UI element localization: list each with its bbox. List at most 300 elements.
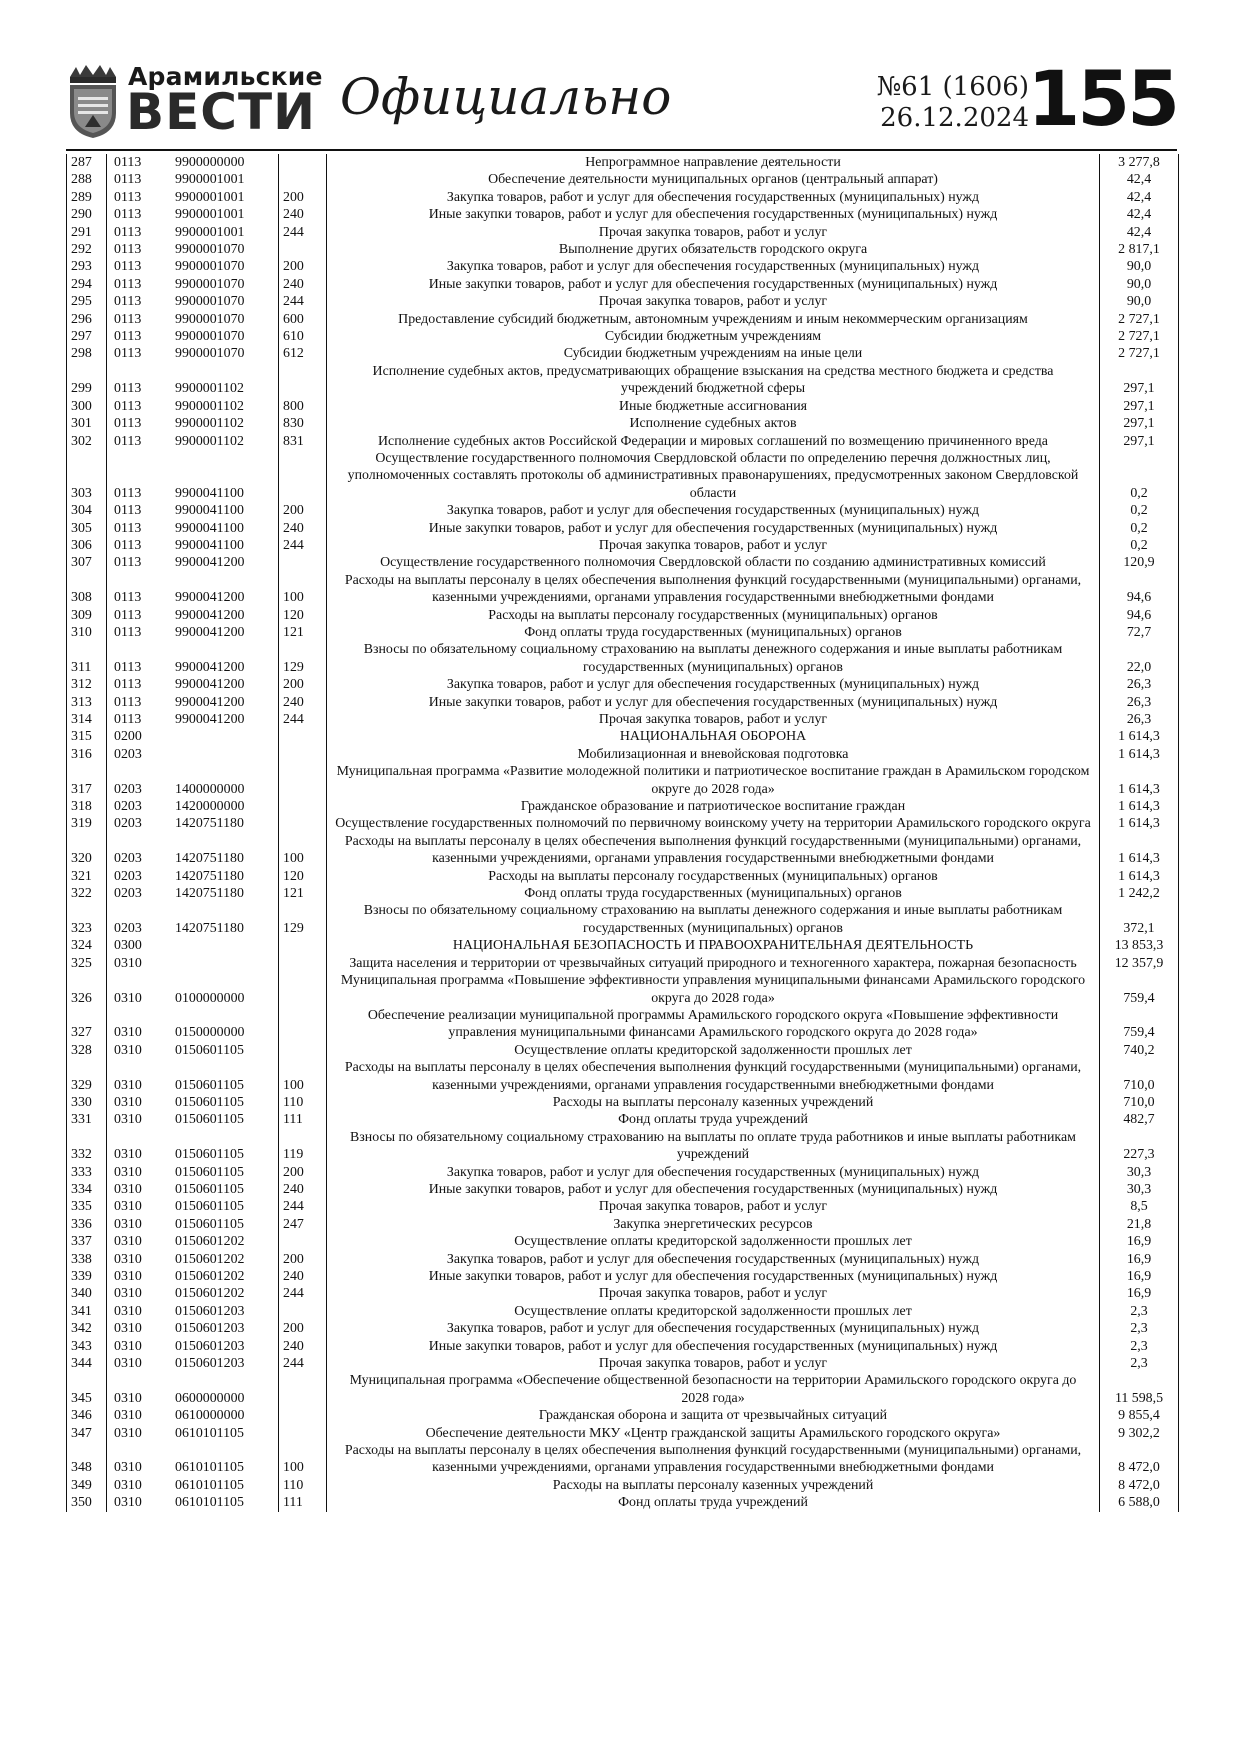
section-code: 0113: [107, 572, 170, 607]
table-row: [67, 1425, 1179, 1442]
expense-description: Прочая закупка товаров, работ и услуг: [327, 1355, 1100, 1372]
table-row: [67, 1494, 1179, 1511]
expense-type-code: [279, 815, 327, 832]
expense-description: Муниципальная программа «Повышение эффективности управления муниципальными финансами Арамильского городского округа до 2028 года»: [327, 972, 1100, 1007]
row-number: 344: [67, 1355, 107, 1372]
table-row: [67, 1007, 1179, 1042]
target-item-code: 0150601105: [175, 1147, 244, 1163]
amount: 297,1: [1100, 398, 1179, 415]
target-item-code: 9900041100: [175, 485, 244, 501]
section-code: 0310: [107, 1442, 170, 1477]
amount: 90,0: [1100, 258, 1179, 275]
row-number: 335: [67, 1198, 107, 1215]
table-row: [67, 171, 1179, 188]
table-row: [67, 1233, 1179, 1250]
row-number: 321: [67, 868, 107, 885]
expense-type-code: 111: [279, 1494, 327, 1511]
amount: 90,0: [1100, 293, 1179, 310]
target-item-code: 0150601105: [175, 1181, 244, 1197]
section-title: Официально: [340, 68, 672, 126]
section-code: 0310: [107, 1303, 170, 1320]
row-number: 302: [67, 433, 107, 450]
table-row: [67, 1285, 1179, 1302]
table-row: [67, 537, 1179, 554]
amount: 8 472,0: [1100, 1442, 1179, 1477]
amount: 0,2: [1100, 537, 1179, 554]
amount: 2 817,1: [1100, 241, 1179, 258]
table-row: [67, 572, 1179, 607]
expense-description: Выполнение других обязательств городского округа: [327, 241, 1100, 258]
expense-description: Прочая закупка товаров, работ и услуг: [327, 1285, 1100, 1302]
row-number: 299: [67, 363, 107, 398]
row-number: 338: [67, 1251, 107, 1268]
section-code: 0113: [107, 676, 170, 693]
row-number: 300: [67, 398, 107, 415]
expense-description: Взносы по обязательному социальному страхованию на выплаты по оплате труда работников и иные выплаты работникам учреждений: [327, 1129, 1100, 1164]
table-row: [67, 189, 1179, 206]
amount: 11 598,5: [1100, 1372, 1179, 1407]
target-item-code: 0150601203: [175, 1356, 245, 1372]
expense-description: Осуществление государственного полномочия Свердловской области по созданию административных комиссий: [327, 554, 1100, 571]
target-item-code: 0150601202: [175, 1234, 245, 1250]
expense-description: Обеспечение реализации муниципальной программы Арамильского городского округа «Повышение эффективности управления муниципальными финансами Арамильского городского округа до 2028 года»: [327, 1007, 1100, 1042]
table-row: [67, 1320, 1179, 1337]
amount: 30,3: [1100, 1164, 1179, 1181]
amount: 16,9: [1100, 1268, 1179, 1285]
table-row: [67, 1303, 1179, 1320]
amount: 9 855,4: [1100, 1407, 1179, 1424]
target-item-code: 1420751180: [175, 920, 244, 936]
section-code: 0310: [107, 1251, 170, 1268]
row-number: 320: [67, 833, 107, 868]
section-code: 0113: [107, 398, 170, 415]
row-number: 289: [67, 189, 107, 206]
section-code: 0113: [107, 694, 170, 711]
row-number: 294: [67, 276, 107, 293]
expense-description: Прочая закупка товаров, работ и услуг: [327, 1198, 1100, 1215]
expense-type-code: 244: [279, 1355, 327, 1372]
expense-type-code: 121: [279, 624, 327, 641]
amount: 1 614,3: [1100, 746, 1179, 763]
expense-description: Непрограммное направление деятельности: [327, 154, 1100, 171]
amount: 13 853,3: [1100, 937, 1179, 954]
amount: 8 472,0: [1100, 1477, 1179, 1494]
target-item-code: 1400000000: [175, 781, 245, 797]
expense-description: Закупка товаров, работ и услуг для обеспечения государственных (муниципальных) нужд: [327, 502, 1100, 519]
expense-type-code: 200: [279, 189, 327, 206]
section-code: 0113: [107, 415, 170, 432]
expense-description: Фонд оплаты труда государственных (муниципальных) органов: [327, 885, 1100, 902]
expense-description: Расходы на выплаты персоналу государственных (муниципальных) органов: [327, 868, 1100, 885]
amount: 759,4: [1100, 972, 1179, 1007]
amount: 42,4: [1100, 189, 1179, 206]
table-row: [67, 398, 1179, 415]
table-row: [67, 363, 1179, 398]
expense-description: Закупка товаров, работ и услуг для обеспечения государственных (муниципальных) нужд: [327, 676, 1100, 693]
row-number: 336: [67, 1216, 107, 1233]
row-number: 341: [67, 1303, 107, 1320]
target-item-code: 0150601105: [175, 1112, 244, 1128]
amount: 12 357,9: [1100, 955, 1179, 972]
table-row: [67, 1407, 1179, 1424]
table-row: [67, 258, 1179, 275]
target-item-code: 9900001070: [175, 294, 245, 310]
expense-type-code: [279, 1042, 327, 1059]
section-code: 0310: [107, 1425, 170, 1442]
table-row: [67, 311, 1179, 328]
section-code: 0310: [107, 1059, 170, 1094]
expense-type-code: [279, 1407, 327, 1424]
row-number: 339: [67, 1268, 107, 1285]
expense-type-code: 240: [279, 1268, 327, 1285]
target-item-code: 0150601105: [175, 1042, 244, 1058]
logo-brand-top: Арамильские: [128, 62, 323, 91]
target-item-code: 9900001102: [175, 433, 244, 449]
section-code: 0203: [107, 885, 170, 902]
newspaper-page: [66, 54, 1177, 1511]
table-row: [67, 1042, 1179, 1059]
row-number: 347: [67, 1425, 107, 1442]
table-row: [67, 868, 1179, 885]
expense-type-code: 612: [279, 345, 327, 362]
row-number: 324: [67, 937, 107, 954]
expense-description: Субсидии бюджетным учреждениям на иные цели: [327, 345, 1100, 362]
section-code: 0310: [107, 1355, 170, 1372]
expense-type-code: 120: [279, 607, 327, 624]
target-item-code: 9900001070: [175, 242, 245, 258]
amount: 2,3: [1100, 1338, 1179, 1355]
row-number: 328: [67, 1042, 107, 1059]
expense-description: Муниципальная программа «Развитие молодежной политики и патриотическое воспитание граждан в Арамильском городском округе до 2028 года»: [327, 763, 1100, 798]
target-item-code: 0150601202: [175, 1251, 245, 1267]
table-row: [67, 206, 1179, 223]
expense-type-code: [279, 171, 327, 188]
row-number: 326: [67, 972, 107, 1007]
target-item-code: 0150601202: [175, 1286, 245, 1302]
target-item-code: 0150601203: [175, 1321, 245, 1337]
expense-type-code: 244: [279, 224, 327, 241]
table-row: [67, 502, 1179, 519]
table-row: [67, 1129, 1179, 1164]
table-row: [67, 293, 1179, 310]
section-code: 0310: [107, 1477, 170, 1494]
target-item-code: 9900001070: [175, 259, 245, 275]
row-number: 323: [67, 902, 107, 937]
target-item-code: [169, 955, 279, 972]
expense-type-code: 100: [279, 1059, 327, 1094]
target-item-code: 0150601105: [175, 1094, 244, 1110]
expense-description: Иные закупки товаров, работ и услуг для обеспечения государственных (муниципальных) нужд: [327, 1268, 1100, 1285]
expense-description: Расходы на выплаты персоналу в целях обеспечения выполнения функций государственными (муниципальными) органами, казенными учреждениями, органами управления государственными внебюджетными фондами: [327, 1442, 1100, 1477]
expense-type-code: 100: [279, 1442, 327, 1477]
section-code: 0113: [107, 502, 170, 519]
section-code: 0113: [107, 241, 170, 258]
amount: 710,0: [1100, 1094, 1179, 1111]
row-number: 333: [67, 1164, 107, 1181]
expense-description: Иные закупки товаров, работ и услуг для обеспечения государственных (муниципальных) нужд: [327, 520, 1100, 537]
expense-description: Муниципальная программа «Обеспечение общественной безопасности на территории Арамильского городского округа до 2028 года»: [327, 1372, 1100, 1407]
target-item-code: 9900041200: [175, 677, 245, 693]
row-number: 316: [67, 746, 107, 763]
section-code: 0310: [107, 1094, 170, 1111]
masthead: [66, 54, 1177, 150]
row-number: 329: [67, 1059, 107, 1094]
table-row: [67, 798, 1179, 815]
target-item-code: 0100000000: [175, 990, 245, 1006]
expense-type-code: [279, 955, 327, 972]
amount: 2,3: [1100, 1303, 1179, 1320]
expense-description: Защита населения и территории от чрезвычайных ситуаций природного и техногенного характера, пожарная безопасность: [327, 955, 1100, 972]
budget-table: [66, 154, 1179, 1512]
table-row: [67, 937, 1179, 954]
row-number: 303: [67, 450, 107, 502]
expense-description: Закупка товаров, работ и услуг для обеспечения государственных (муниципальных) нужд: [327, 258, 1100, 275]
row-number: 287: [67, 154, 107, 171]
table-row: [67, 1216, 1179, 1233]
section-code: 0113: [107, 154, 170, 171]
amount: 21,8: [1100, 1216, 1179, 1233]
table-row: [67, 1338, 1179, 1355]
expense-description: Предоставление субсидий бюджетным, автономным учреждениям и иным некоммерческим организациям: [327, 311, 1100, 328]
target-item-code: 9900041200: [175, 624, 245, 640]
expense-type-code: 121: [279, 885, 327, 902]
expense-description: Иные закупки товаров, работ и услуг для обеспечения государственных (муниципальных) нужд: [327, 206, 1100, 223]
table-row: [67, 1442, 1179, 1477]
row-number: 311: [67, 641, 107, 676]
section-code: 0203: [107, 746, 170, 763]
expense-type-code: 240: [279, 1338, 327, 1355]
budget-table-body: [67, 154, 1179, 1512]
section-code: 0203: [107, 833, 170, 868]
expense-type-code: 831: [279, 433, 327, 450]
row-number: 318: [67, 798, 107, 815]
section-code: 0113: [107, 258, 170, 275]
target-item-code: 9900001070: [175, 329, 245, 345]
expense-description: Осуществление государственного полномочия Свердловской области по определению перечня должностных лиц, уполномоченных составлять протоколы об административных правонарушениях, предусмотренных законом Свердловской области: [327, 450, 1100, 502]
expense-type-code: 200: [279, 1164, 327, 1181]
table-row: [67, 345, 1179, 362]
issue-date: 26.12.2024: [880, 103, 1029, 133]
table-row: [67, 415, 1179, 432]
amount: 740,2: [1100, 1042, 1179, 1059]
expense-type-code: [279, 798, 327, 815]
amount: 297,1: [1100, 433, 1179, 450]
target-item-code: 0150000000: [175, 1025, 245, 1041]
target-item-code: 0150601105: [175, 1164, 244, 1180]
section-code: 0310: [107, 1407, 170, 1424]
expense-description: Осуществление оплаты кредиторской задолженности прошлых лет: [327, 1042, 1100, 1059]
amount: 94,6: [1100, 572, 1179, 607]
expense-type-code: [279, 241, 327, 258]
section-code: 0203: [107, 815, 170, 832]
expense-description: Обеспечение деятельности МКУ «Центр гражданской защиты Арамильского городского округа»: [327, 1425, 1100, 1442]
table-row: [67, 1094, 1179, 1111]
expense-description: Закупка товаров, работ и услуг для обеспечения государственных (муниципальных) нужд: [327, 1251, 1100, 1268]
expense-description: Расходы на выплаты персоналу казенных учреждений: [327, 1477, 1100, 1494]
expense-type-code: 244: [279, 537, 327, 554]
row-number: 327: [67, 1007, 107, 1042]
amount: 42,4: [1100, 206, 1179, 223]
expense-description: Осуществление оплаты кредиторской задолженности прошлых лет: [327, 1233, 1100, 1250]
table-row: [67, 154, 1179, 171]
table-row: [67, 694, 1179, 711]
amount: 2,3: [1100, 1320, 1179, 1337]
amount: 1 614,3: [1100, 798, 1179, 815]
expense-type-code: 200: [279, 1251, 327, 1268]
section-code: 0113: [107, 607, 170, 624]
table-row: [67, 1111, 1179, 1128]
expense-type-code: 240: [279, 206, 327, 223]
section-code: 0113: [107, 311, 170, 328]
target-item-code: 0150601105: [175, 1216, 244, 1232]
expense-type-code: [279, 937, 327, 954]
section-code: 0113: [107, 450, 170, 502]
target-item-code: 0150601105: [175, 1199, 244, 1215]
expense-description: Обеспечение деятельности муниципальных органов (центральный аппарат): [327, 171, 1100, 188]
table-row: [67, 1059, 1179, 1094]
header-rule: [66, 149, 1177, 151]
amount: 16,9: [1100, 1285, 1179, 1302]
row-number: 313: [67, 694, 107, 711]
target-item-code: 9900001070: [175, 311, 245, 327]
target-item-code: 1420751180: [175, 851, 244, 867]
amount: 2 727,1: [1100, 345, 1179, 362]
expense-type-code: [279, 154, 327, 171]
expense-type-code: [279, 1425, 327, 1442]
expense-description: Расходы на выплаты персоналу в целях обеспечения выполнения функций государственными (муниципальными) органами, казенными учреждениями, органами управления государственными внебюджетными фондами: [327, 572, 1100, 607]
row-number: 310: [67, 624, 107, 641]
row-number: 330: [67, 1094, 107, 1111]
section-code: 0113: [107, 293, 170, 310]
issue-info: [877, 72, 1029, 134]
row-number: 314: [67, 711, 107, 728]
expense-type-code: 100: [279, 833, 327, 868]
section-code: 0113: [107, 206, 170, 223]
amount: 8,5: [1100, 1198, 1179, 1215]
section-code: 0203: [107, 798, 170, 815]
section-code: 0310: [107, 1181, 170, 1198]
row-number: 317: [67, 763, 107, 798]
target-item-code: 9900001102: [175, 398, 244, 414]
table-row: [67, 1198, 1179, 1215]
target-item-code: 9900041200: [175, 555, 245, 571]
section-code: 0113: [107, 363, 170, 398]
table-row: [67, 902, 1179, 937]
row-number: 322: [67, 885, 107, 902]
amount: 1 242,2: [1100, 885, 1179, 902]
target-item-code: 0150601202: [175, 1269, 245, 1284]
target-item-code: 0150601203: [175, 1338, 245, 1354]
target-item-code: 9900001001: [175, 172, 245, 188]
amount: 482,7: [1100, 1111, 1179, 1128]
amount: 1 614,3: [1100, 868, 1179, 885]
amount: 42,4: [1100, 224, 1179, 241]
expense-description: Расходы на выплаты персоналу в целях обеспечения выполнения функций государственными (муниципальными) органами, казенными учреждениями, органами управления государственными внебюджетными фондами: [327, 1059, 1100, 1094]
expense-type-code: 240: [279, 520, 327, 537]
row-number: 288: [67, 171, 107, 188]
page-number: 155: [1027, 54, 1177, 143]
expense-description: Исполнение судебных актов: [327, 415, 1100, 432]
row-number: 325: [67, 955, 107, 972]
expense-type-code: 100: [279, 572, 327, 607]
expense-description: Взносы по обязательному социальному страхованию на выплаты денежного содержания и иные выплаты работникам государственных (муниципальных) органов: [327, 902, 1100, 937]
table-row: [67, 450, 1179, 502]
row-number: 337: [67, 1233, 107, 1250]
expense-description: Осуществление оплаты кредиторской задолженности прошлых лет: [327, 1303, 1100, 1320]
coat-of-arms-icon: [66, 63, 120, 139]
section-code: 0113: [107, 224, 170, 241]
expense-type-code: 129: [279, 902, 327, 937]
target-item-code: 0610101105: [175, 1477, 244, 1493]
expense-type-code: 200: [279, 676, 327, 693]
target-item-code: 1420751180: [175, 816, 244, 832]
expense-description: Гражданская оборона и защита от чрезвычайных ситуаций: [327, 1407, 1100, 1424]
table-row: [67, 815, 1179, 832]
section-code: 0310: [107, 1216, 170, 1233]
expense-description: Прочая закупка товаров, работ и услуг: [327, 224, 1100, 241]
section-code: 0310: [107, 1268, 170, 1285]
row-number: 293: [67, 258, 107, 275]
table-row: [67, 241, 1179, 258]
amount: 227,3: [1100, 1129, 1179, 1164]
expense-description: Закупка энергетических ресурсов: [327, 1216, 1100, 1233]
row-number: 348: [67, 1442, 107, 1477]
row-number: 315: [67, 728, 107, 745]
expense-type-code: 244: [279, 293, 327, 310]
amount: 94,6: [1100, 607, 1179, 624]
row-number: 290: [67, 206, 107, 223]
target-item-code: 0610101105: [175, 1495, 244, 1511]
amount: 26,3: [1100, 676, 1179, 693]
amount: 16,9: [1100, 1233, 1179, 1250]
table-row: [67, 955, 1179, 972]
newspaper-logo: [66, 60, 323, 141]
table-row: [67, 728, 1179, 745]
amount: 297,1: [1100, 415, 1179, 432]
target-item-code: 9900001102: [175, 381, 244, 397]
amount: 1 614,3: [1100, 763, 1179, 798]
row-number: 331: [67, 1111, 107, 1128]
amount: 1 614,3: [1100, 815, 1179, 832]
section-code: 0200: [107, 728, 170, 745]
expense-type-code: 129: [279, 641, 327, 676]
section-code: 0310: [107, 1042, 170, 1059]
section-code: 0310: [107, 1111, 170, 1128]
table-row: [67, 520, 1179, 537]
expense-description: Иные бюджетные ассигнования: [327, 398, 1100, 415]
target-item-code: [169, 746, 279, 763]
target-item-code: 9900000000: [175, 155, 245, 170]
target-item-code: 9900001001: [175, 224, 245, 240]
expense-description: Закупка товаров, работ и услуг для обеспечения государственных (муниципальных) нужд: [327, 1320, 1100, 1337]
table-row: [67, 224, 1179, 241]
amount: 72,7: [1100, 624, 1179, 641]
section-code: 0310: [107, 972, 170, 1007]
section-code: 0310: [107, 1338, 170, 1355]
row-number: 334: [67, 1181, 107, 1198]
section-code: 0113: [107, 537, 170, 554]
expense-description: Осуществление государственных полномочий по первичному воинскому учету на территории Арамильского городского округа: [327, 815, 1100, 832]
target-item-code: 9900041100: [175, 503, 244, 519]
expense-description: Фонд оплаты труда государственных (муниципальных) органов: [327, 624, 1100, 641]
target-item-code: 1420000000: [175, 799, 245, 815]
expense-description: Взносы по обязательному социальному страхованию на выплаты денежного содержания и иные выплаты работникам государственных (муниципальных) органов: [327, 641, 1100, 676]
row-number: 292: [67, 241, 107, 258]
target-item-code: [169, 937, 279, 954]
table-row: [67, 641, 1179, 676]
target-item-code: 0600000000: [175, 1390, 245, 1406]
expense-description: Расходы на выплаты персоналу в целях обеспечения выполнения функций государственными (муниципальными) органами, казенными учреждениями, органами управления государственными внебюджетными фондами: [327, 833, 1100, 868]
